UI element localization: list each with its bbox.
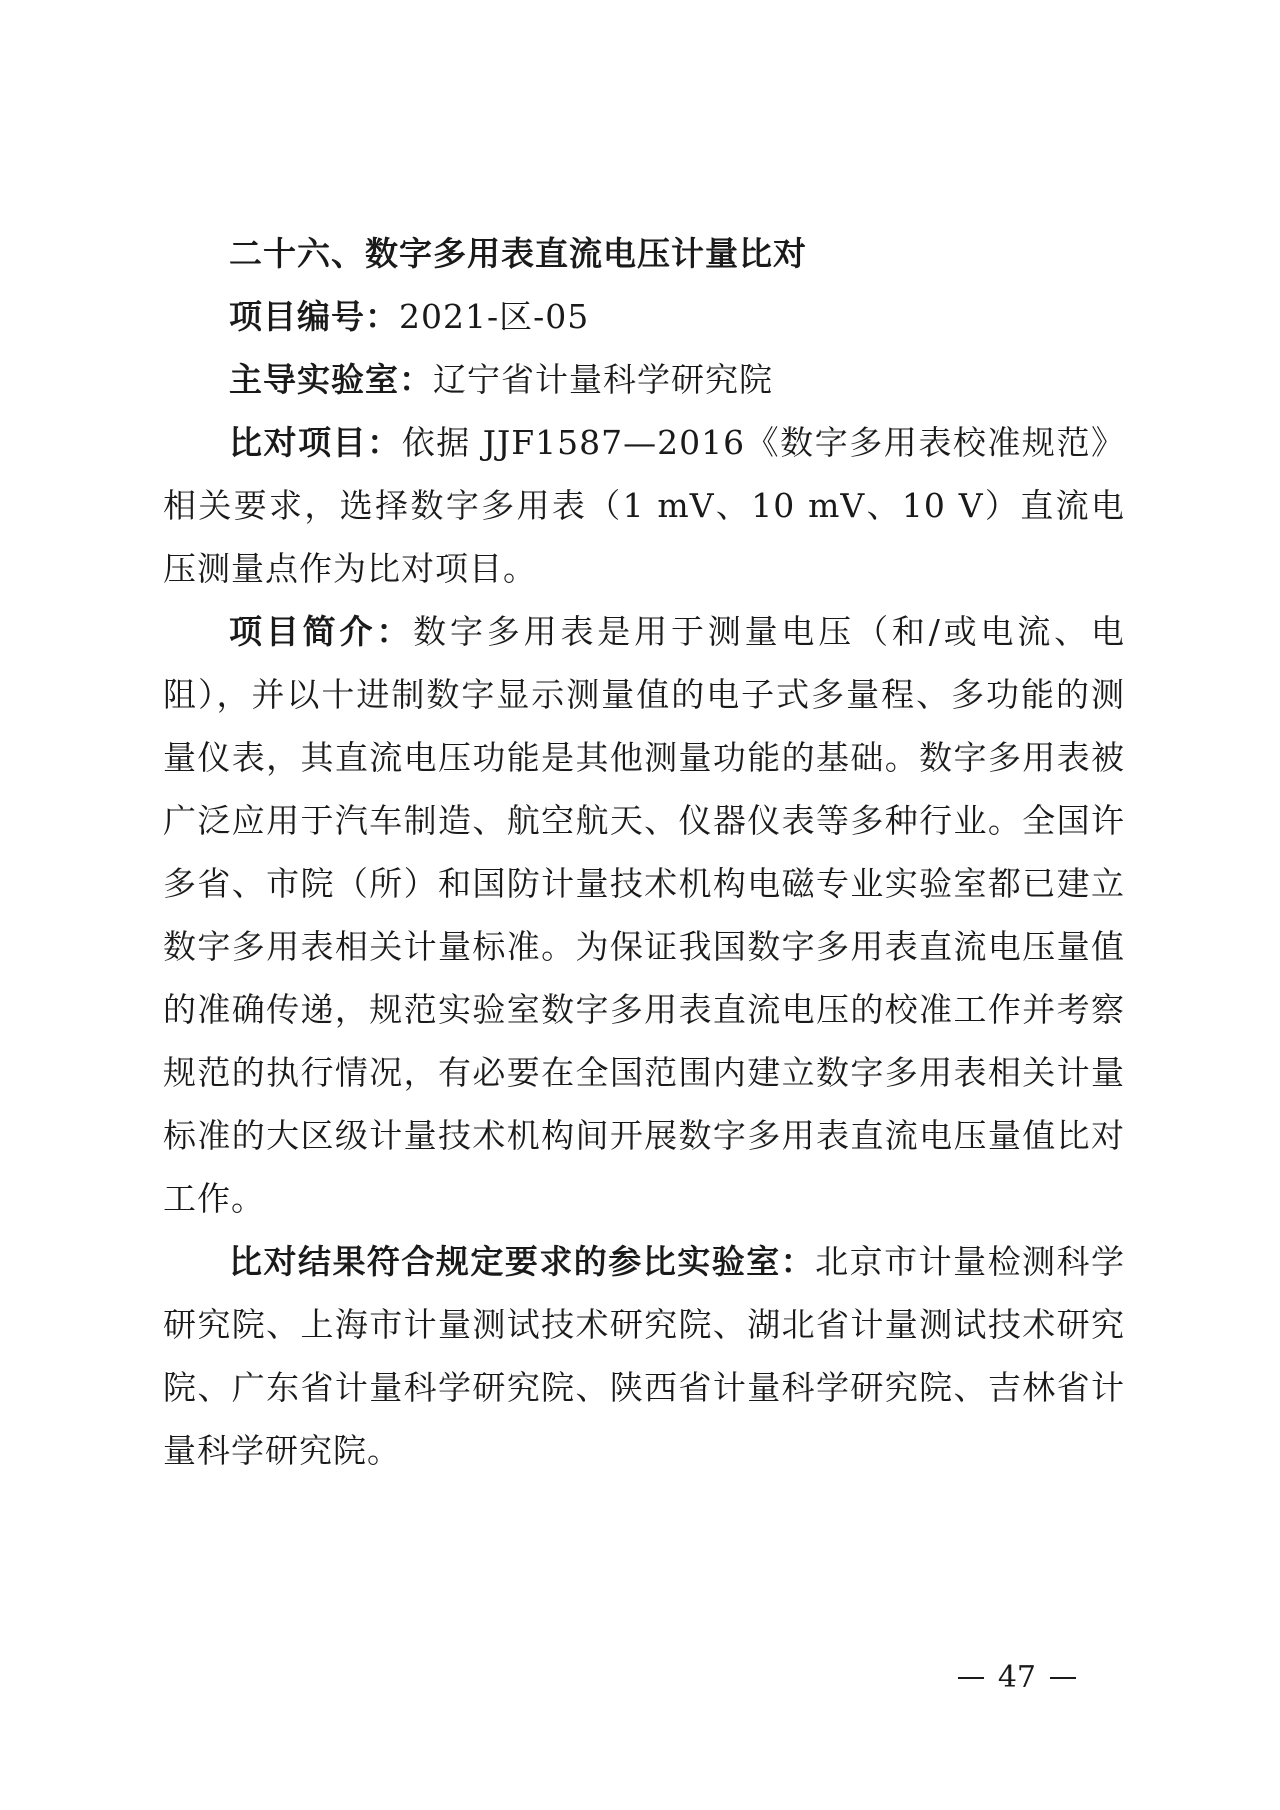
right-dash — [1050, 1677, 1076, 1679]
lead-lab-label: 主导实验室： — [229, 360, 433, 399]
project-number-label: 项目编号： — [229, 297, 399, 336]
section-title: 二十六、数字多用表直流电压计量比对 — [229, 234, 807, 273]
summary-label: 项目简介： — [229, 612, 414, 651]
summary-text: 数字多用表是用于测量电压（和/或电流、电阻），并以十进制数字显示测量值的电子式多量程、多功能的测量仪表，其直流电压功能是其他测量功能的基础。数字多用表被广泛应用于汽车制造、航空航天、仪器仪表等多种行业。全国许多省、市院（所）和国防计量技术机构电磁专业实验室都已建立数字多用表相关计量标准。为保证我国数字多用表直流电压量值的准确传递，规范实验室数字多用表直流电压的校准工作并考察规范的执行情况，有必要在全国范围内建立数字多用表相关计量标准的大区级计量技术机构间开展数字多用表直流电压量值比对工作。 — [163, 612, 1125, 1218]
lead-lab-line — [163, 348, 1125, 411]
comparison-item-label: 比对项目： — [229, 423, 402, 462]
page-number: 47 — [997, 1660, 1036, 1695]
qualified-labs-label: 比对结果符合规定要求的参比实验室： — [229, 1242, 816, 1281]
lead-lab-value: 辽宁省计量科学研究院 — [433, 360, 773, 399]
qualified-labs-text: 北京市计量检测科学研究院、上海市计量测试技术研究院、湖北省计量测试技术研究院、广东省计量科学研究院、陕西省计量科学研究院、吉林省计量科学研究院。 — [163, 1242, 1126, 1470]
qualified-labs-paragraph — [163, 1230, 1125, 1482]
left-dash — [958, 1677, 984, 1679]
page-footer — [0, 1660, 1280, 1695]
summary-paragraph — [163, 600, 1125, 1230]
project-number-line — [163, 285, 1125, 348]
document-body — [163, 222, 1125, 1482]
comparison-item-text: 依据 JJF1587—2016《数字多用表校准规范》相关要求，选择数字多用表（1 mV、10 mV、10 V）直流电压测量点作为比对项目。 — [163, 423, 1126, 588]
project-number-value: 2021-区-05 — [399, 297, 590, 336]
page-number-group — [944, 1660, 1090, 1695]
comparison-item-paragraph — [163, 411, 1125, 600]
